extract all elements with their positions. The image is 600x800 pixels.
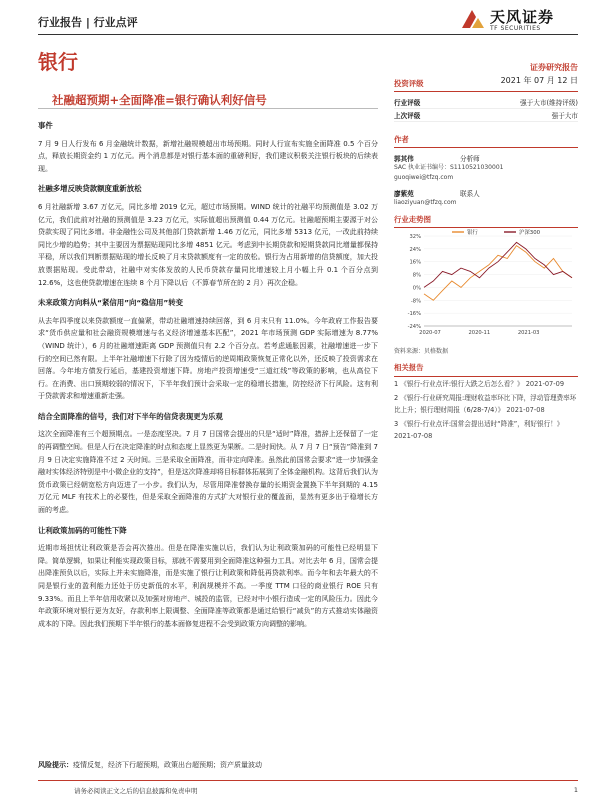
section-paragraph: 6 月社融新增 3.67 万亿元，同比多增 2019 亿元，超过市场预期。WIND 统计的社融平均预测值是 3.02 万亿元，我们此前对社融的预测值是 3.23 万亿元，实际值超出预测值 0.44 万亿元。社融超预期主要源于对公贷款实现了同比多增。非金融性公司及其他部门贷款新增 1.46 万亿元，同比多增 5313 亿元，一改此前持续同比少增的趋势；其中主要因为票据贴现同比多增 4851 亿元。考虑到中长期贷款和短期贷款同比增量都保持平稳，所以我们判断票据贴现的增长反映了月末贷款额度有一定的放松。银行为占用新增的信贷额度，加大投放票据贴现。受此带动，社融中对实体发放的人民币贷款存量同比增速较上月小幅上升 0.1 个百分点到 12.6%，这也使贷款增速在连续 8 个月下降以后（不算春节所在的 2 月）再次企稳。 xyxy=(38,202,378,287)
sidebar xyxy=(394,78,578,208)
related-report-item[interactable] xyxy=(394,379,578,391)
logo-subtext: TF SECURITIES xyxy=(490,25,541,32)
section-paragraph: 7 月 9 日人行发布 6 月金融统计数据，新增社融规模超出市场预期。同时人行宣布实施全面降准 0.5 个百分点，释放长期资金约 1 万亿元。两个消息都是对银行基本面的重磅利好，我们建议积极关注银行板块的后续表现。 xyxy=(38,139,378,173)
chart-y-tick-label: -16% xyxy=(407,311,421,318)
related-report-item[interactable] xyxy=(394,393,578,416)
related-report-title: 1 《银行-行业点评:银行大跌之后怎么看？》 xyxy=(394,379,524,388)
logo-text: 天风证券 xyxy=(490,8,555,26)
section-heading: 未来政策方向料从“紧信用”向“稳信用”转变 xyxy=(38,298,184,308)
chart-source: 资料来源：贝格数据 xyxy=(394,348,449,355)
chart-y-tick-label: 8% xyxy=(412,272,421,279)
footer-disclaimer: 请务必阅读正文之后的信息披露和免责申明 xyxy=(74,787,198,795)
rating-heading: 投资评级 xyxy=(394,78,578,92)
chart-x-tick-label: 2021-03 xyxy=(517,330,540,336)
author-row xyxy=(394,187,578,198)
author-cert: SAC 执业证书编号：S1110521030001 xyxy=(394,164,504,171)
author-role: 联系人 xyxy=(460,189,480,198)
chart-y-tick-label: 32% xyxy=(409,234,421,240)
rating-row xyxy=(394,109,578,122)
page-number: 1 xyxy=(573,786,578,794)
related-report-title: 3 《银行-行业点评:国常会提出适时“降准”，利好银行！》 xyxy=(394,420,564,429)
related-reports xyxy=(394,362,578,446)
author-block xyxy=(394,134,578,208)
risk-warning xyxy=(38,760,378,770)
related-report-date: 2021-07-08 xyxy=(506,405,545,414)
rating-row xyxy=(394,96,578,109)
risk-label: 风险提示： xyxy=(38,761,73,769)
top-bar xyxy=(38,10,578,34)
rating-value: 强于大市(维持评级) xyxy=(520,99,578,107)
company-logo xyxy=(460,6,578,36)
footer-rule xyxy=(38,780,578,781)
author-heading: 作者 xyxy=(394,134,578,148)
chart-y-tick-label: -24% xyxy=(407,324,421,330)
report-date: 2021 年 07 月 12 日 xyxy=(500,76,578,85)
logo-mark-icon xyxy=(460,8,486,30)
section-paragraph: 近期市场担忧让利政策是否会再次推出。但是在降准实施以后，我们认为让利政策加码的可能性已经明显下降。简单逻辑，如果让利能实现政策目标，那就不需要用到全面降准这种强力工具。对比去年 6 月，国常会提出降准预负以后，实际上并未实施降准，而是实施了银行让利政策和降低再贷款利率。而今年和去年最大的不同是银行业的盈利能力还处于历史新低的水平，利润规模并不高。一季度 TTM 口径的商业银行 ROE 只有 9.33%。而且上半年信用收紧以及加强对房地产、城投的监管，已经对中小银行造成一定的风险压力。因此今年政策环境对银行更为友好，存款利率上限调整、全面降准等政策都是通过给银行“减负”的方式推动实体融资成本的下降。因此我们预期下半年银行的基本面修复进程不会受到政策方向调整的影响。 xyxy=(38,544,378,628)
risk-text: 疫情反复，经济下行超预期，政策出台超预期；资产质量波动 xyxy=(73,761,262,769)
related-report-item[interactable] xyxy=(394,419,578,442)
chart-x-tick-label: 2020-11 xyxy=(468,330,491,336)
author-email[interactable]: liaoziyuan@tfzq.com xyxy=(394,199,457,206)
chart-y-tick-label: 0% xyxy=(412,285,421,292)
section-heading: 事件 xyxy=(38,121,53,130)
section-heading: 让利政策加码的可能性下降 xyxy=(38,525,127,535)
report-type: 行业报告 | 行业点评 xyxy=(38,16,138,29)
rating-value: 强于大市 xyxy=(551,112,578,120)
chart-title: 行业走势图 xyxy=(394,214,578,228)
report-title: 社融超预期+全面降准=银行确认利好信号 xyxy=(52,93,267,107)
author-name: 廖紫苑 xyxy=(394,189,414,198)
author-email[interactable]: guoqiwei@tfzq.com xyxy=(394,174,454,181)
section-paragraph: 从去年四季度以来贷款额度一直偏紧，带动社融增速持续回落，到 6 月末只有 11.0%。今年政府工作报告要求“货币供应量和社会融资规模增速与名义经济增速基本匹配”，2021 年市场预测 GDP 实际增速为 8.77%（WIND 统计），6 月的社融增速距离 GDP 预测值只有 2.2 个百分点。若考虑通胀因素，社融增速进一步下行的空间已然有限。上半年社融增速下行除了因为疫情后的逆周期政策恢复正常化以外，还反映了投资需求在回落。今年地方债发行延后，基建投资增速下降。房地产投资增速受“三道红线”等政策的影响，也从高位下行。在消费、出口预期较弱的情况下，下半年我们预计会采取一定的稳增长措施，防控经济下行风险。这有利于贷款需求和增速重新走强。 xyxy=(38,316,378,401)
chart-canvas xyxy=(394,228,578,340)
chart-x-tick-label: 2020-07 xyxy=(419,330,441,336)
author-row xyxy=(394,152,578,163)
rating-key: 上次评级 xyxy=(394,112,421,120)
industry-trend-chart xyxy=(394,214,578,342)
chart-legend-label: 银行 xyxy=(467,230,478,236)
title-rule xyxy=(38,108,378,109)
related-report-date: 2021-07-09 xyxy=(525,379,565,388)
chart-y-tick-label: 24% xyxy=(409,246,421,253)
document-type: 证券研究报告 xyxy=(530,63,578,72)
main-body xyxy=(38,114,378,630)
related-report-title: 2 《银行-行业研究周报:理财收益率环比下降，浮动管理费率环比上升；银行理财周报（6/28-7/4）》 xyxy=(394,394,577,414)
section-heading: 社融多增反映贷款额度重新放松 xyxy=(38,184,142,194)
sector-title: 银行 xyxy=(38,50,78,74)
chart-series-line xyxy=(424,242,572,287)
author-name: 郭其伟 xyxy=(394,154,414,163)
chart-legend-label: 沪深300 xyxy=(519,230,541,236)
related-report-date: 2021-07-08 xyxy=(394,431,433,440)
rating-key: 行业评级 xyxy=(394,99,421,107)
author-role: 分析师 xyxy=(460,154,480,163)
header-rule xyxy=(38,34,578,35)
related-heading: 相关报告 xyxy=(394,362,578,377)
section-paragraph: 这次全面降准有三个超预期点。一是态度坚决。7 月 7 日国常会提出的只是“适时”降准，措辞上还保留了一定的再调整空间。但是人行在决定降准的时点和态度上显然更为果断。二是时间快。从 7 月 7 日“预告”降准到 7 月 9 日决定实施降准不过 2 天时间。三是采取全面降准，而非定向降准。虽然此前国常会要求“进一步加强金融对实体经济特别是中小微企业的支持”，但是这次降准却将目标群体拓展到了全体金融机构。这背后我们认为货币政策已经朝宽松方向迈进了一小步。我们认为，尽管用降准替换存量的长期资金置换下半年到期的 4.15 万亿元 MLF 有技术上的必要性，但是采取全面降准的方式扩大对银行业的覆盖面，显然有更多出于稳增长方面的考虑。 xyxy=(38,430,378,515)
chart-y-tick-label: -8% xyxy=(410,298,421,305)
section-heading: 结合全面降准的信号，我们对下半年的信贷表现更为乐观 xyxy=(38,411,223,421)
chart-y-tick-label: 16% xyxy=(409,259,421,266)
